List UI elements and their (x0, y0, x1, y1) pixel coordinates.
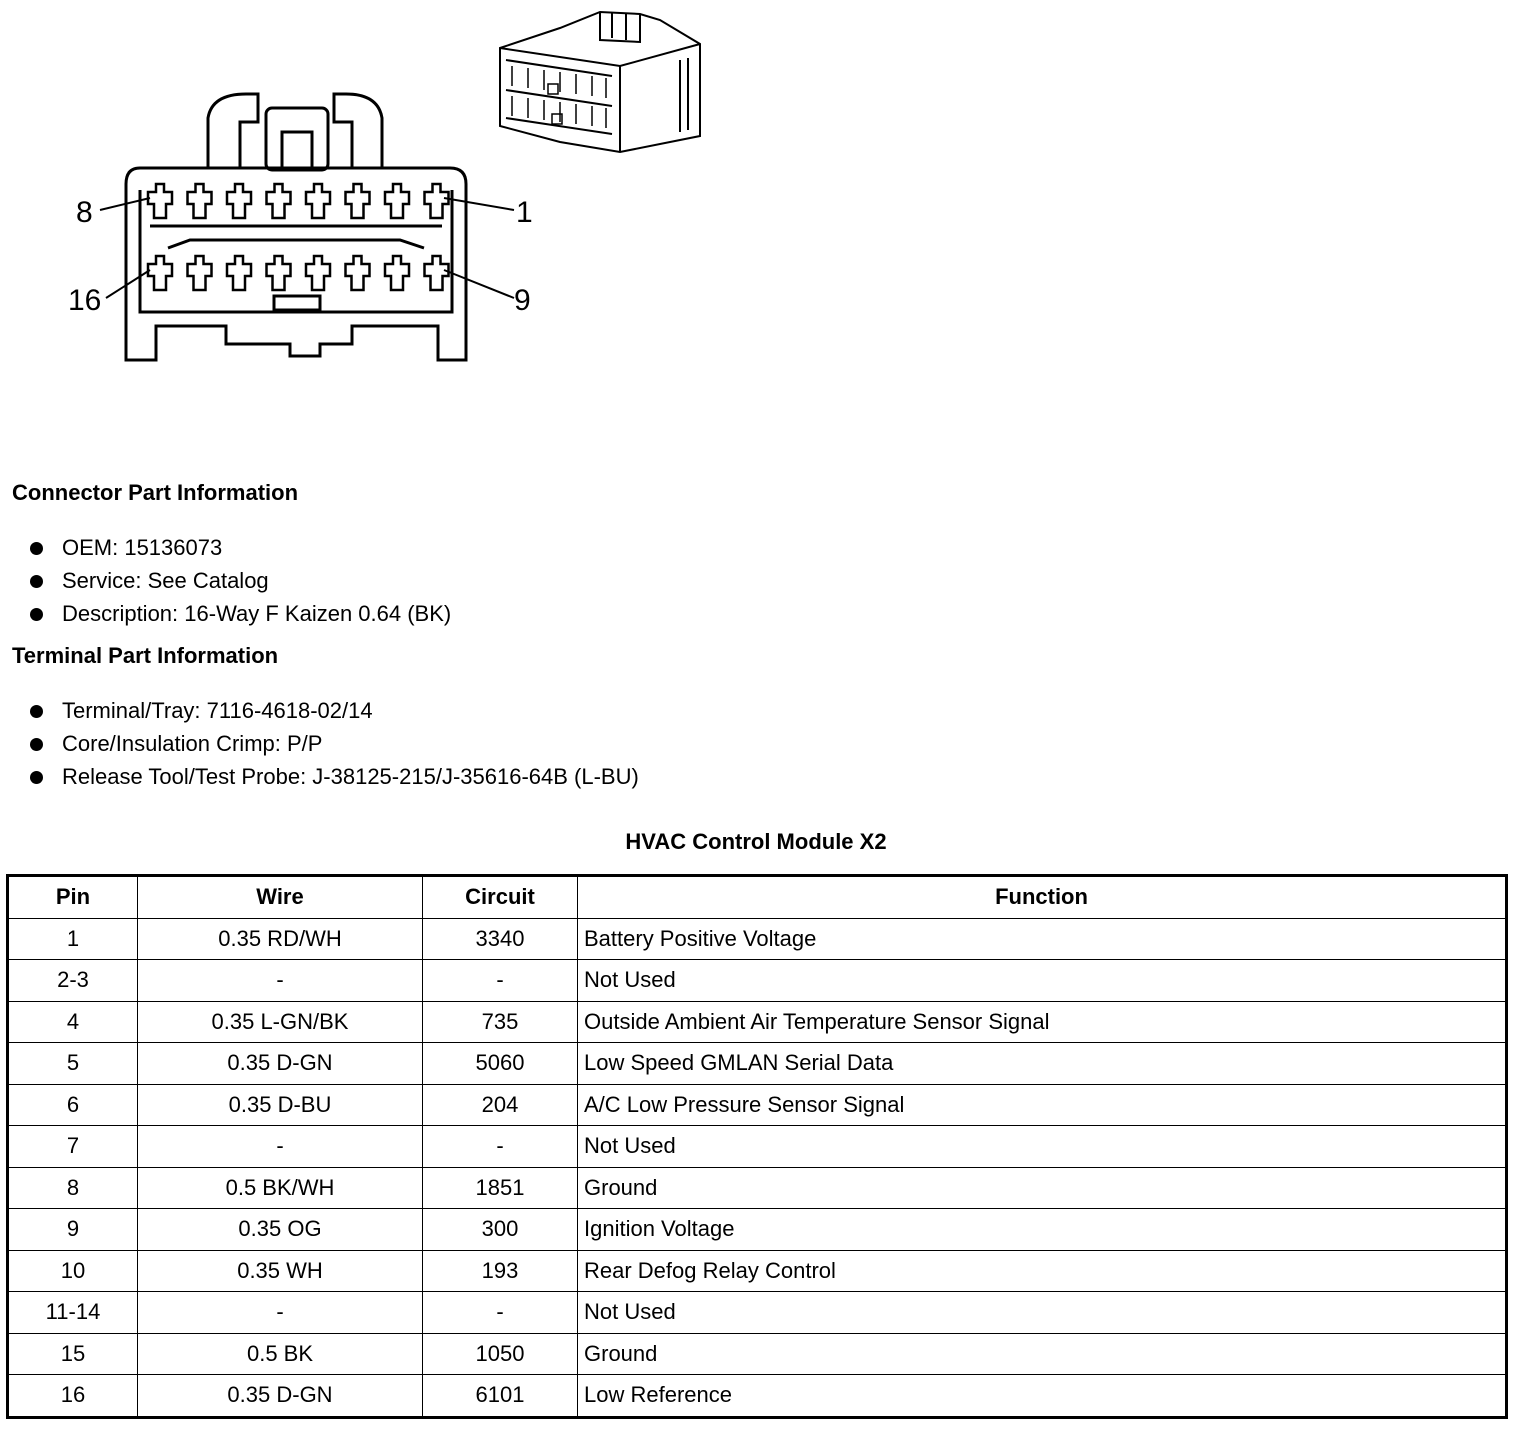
cell-function: Low Speed GMLAN Serial Data (578, 1043, 1507, 1085)
cell-circuit: - (423, 1126, 578, 1168)
cell-wire: 0.35 D-BU (138, 1084, 423, 1126)
table-row (8, 918, 1507, 960)
terminal-cavity (346, 256, 370, 290)
terminal-cavity (425, 256, 449, 290)
cell-circuit: 1050 (423, 1333, 578, 1375)
cell-pin: 2-3 (8, 960, 138, 1002)
pinout-table (6, 874, 1508, 1419)
cell-function: Not Used (578, 1292, 1507, 1334)
table-row (8, 1043, 1507, 1085)
cell-circuit: 1851 (423, 1167, 578, 1209)
terminal-info-list (30, 696, 639, 795)
terminal-cavity (385, 256, 409, 290)
connector-description: Description: 16-Way F Kaizen 0.64 (BK) (62, 601, 452, 626)
cell-circuit: 3340 (423, 918, 578, 960)
cell-wire: 0.35 RD/WH (138, 918, 423, 960)
cell-pin: 1 (8, 918, 138, 960)
terminal-cavity (306, 184, 330, 218)
connector-service: Service: See Catalog (62, 568, 269, 593)
list-item (30, 599, 451, 632)
terminal-cavity (188, 184, 212, 218)
table-row (8, 1084, 1507, 1126)
cell-pin: 15 (8, 1333, 138, 1375)
connector-perspective-view-icon (500, 12, 700, 152)
cell-function: Ground (578, 1167, 1507, 1209)
cell-wire: 0.35 D-GN (138, 1375, 423, 1418)
list-item (30, 533, 451, 566)
header-function: Function (578, 876, 1507, 919)
cell-circuit: - (423, 960, 578, 1002)
cell-pin: 10 (8, 1250, 138, 1292)
connector-face-view-icon (126, 94, 466, 360)
terminal-cavity (148, 256, 172, 290)
table-title: HVAC Control Module X2 (625, 829, 887, 854)
cell-pin: 4 (8, 1001, 138, 1043)
cell-function: Not Used (578, 1126, 1507, 1168)
bullet-icon (30, 705, 43, 718)
pin-label-8: 8 (76, 196, 93, 229)
cell-function: Low Reference (578, 1375, 1507, 1418)
list-item (30, 696, 639, 729)
pin-label-16: 16 (68, 284, 102, 317)
terminal-cavity (188, 256, 212, 290)
cell-pin: 16 (8, 1375, 138, 1418)
cell-wire: 0.35 OG (138, 1209, 423, 1251)
cell-circuit: 6101 (423, 1375, 578, 1418)
cell-function: Outside Ambient Air Temperature Sensor Signal (578, 1001, 1507, 1043)
table-row (8, 1126, 1507, 1168)
table-row (8, 1333, 1507, 1375)
cell-circuit: 300 (423, 1209, 578, 1251)
terminal-cavity (267, 256, 291, 290)
cell-pin: 9 (8, 1209, 138, 1251)
bullet-icon (30, 771, 43, 784)
cell-circuit: 204 (423, 1084, 578, 1126)
connector-diagram (0, 0, 760, 400)
list-item (30, 566, 451, 599)
terminal-cavity (227, 184, 251, 218)
bullet-icon (30, 575, 43, 588)
table-header-row (8, 876, 1507, 919)
table-row (8, 1209, 1507, 1251)
pin-label-1: 1 (516, 196, 533, 229)
terminal-tray: Terminal/Tray: 7116-4618-02/14 (62, 698, 373, 723)
cell-function: Ground (578, 1333, 1507, 1375)
table-row (8, 1001, 1507, 1043)
terminal-cavity (227, 256, 251, 290)
bullet-icon (30, 608, 43, 621)
cell-function: Battery Positive Voltage (578, 918, 1507, 960)
bullet-icon (30, 542, 43, 555)
cell-wire: 0.5 BK (138, 1333, 423, 1375)
terminal-cavity (385, 184, 409, 218)
terminal-cavities (148, 184, 449, 290)
cell-pin: 5 (8, 1043, 138, 1085)
terminal-cavity (148, 184, 172, 218)
bullet-icon (30, 738, 43, 751)
cell-wire: - (138, 1126, 423, 1168)
terminal-release-tool: Release Tool/Test Probe: J-38125-215/J-35616-64B (L-BU) (62, 764, 639, 789)
cell-function: Not Used (578, 960, 1507, 1002)
table-row (8, 1292, 1507, 1334)
list-item (30, 729, 639, 762)
cell-wire: - (138, 960, 423, 1002)
cell-wire: 0.35 L-GN/BK (138, 1001, 423, 1043)
cell-wire: 0.35 D-GN (138, 1043, 423, 1085)
header-wire: Wire (138, 876, 423, 919)
table-row (8, 1250, 1507, 1292)
cell-pin: 8 (8, 1167, 138, 1209)
list-item (30, 762, 639, 795)
connector-info-heading: Connector Part Information (12, 480, 299, 505)
header-pin: Pin (8, 876, 138, 919)
cell-function: Ignition Voltage (578, 1209, 1507, 1251)
pin-label-9: 9 (514, 284, 531, 317)
connector-info-list (30, 533, 451, 632)
table-row (8, 1375, 1507, 1418)
cell-function: A/C Low Pressure Sensor Signal (578, 1084, 1507, 1126)
terminal-cavity (425, 184, 449, 218)
cell-wire: 0.35 WH (138, 1250, 423, 1292)
cell-pin: 7 (8, 1126, 138, 1168)
connector-oem: OEM: 15136073 (62, 535, 223, 560)
terminal-crimp: Core/Insulation Crimp: P/P (62, 731, 323, 756)
terminal-cavity (306, 256, 330, 290)
cell-circuit: - (423, 1292, 578, 1334)
cell-pin: 6 (8, 1084, 138, 1126)
cell-wire: - (138, 1292, 423, 1334)
terminal-cavity (267, 184, 291, 218)
cell-circuit: 735 (423, 1001, 578, 1043)
cell-pin: 11-14 (8, 1292, 138, 1334)
terminal-cavity (346, 184, 370, 218)
cell-function: Rear Defog Relay Control (578, 1250, 1507, 1292)
cell-circuit: 193 (423, 1250, 578, 1292)
terminal-info-heading: Terminal Part Information (12, 643, 279, 668)
table-row (8, 960, 1507, 1002)
cell-circuit: 5060 (423, 1043, 578, 1085)
table-row (8, 1167, 1507, 1209)
cell-wire: 0.5 BK/WH (138, 1167, 423, 1209)
header-circuit: Circuit (423, 876, 578, 919)
